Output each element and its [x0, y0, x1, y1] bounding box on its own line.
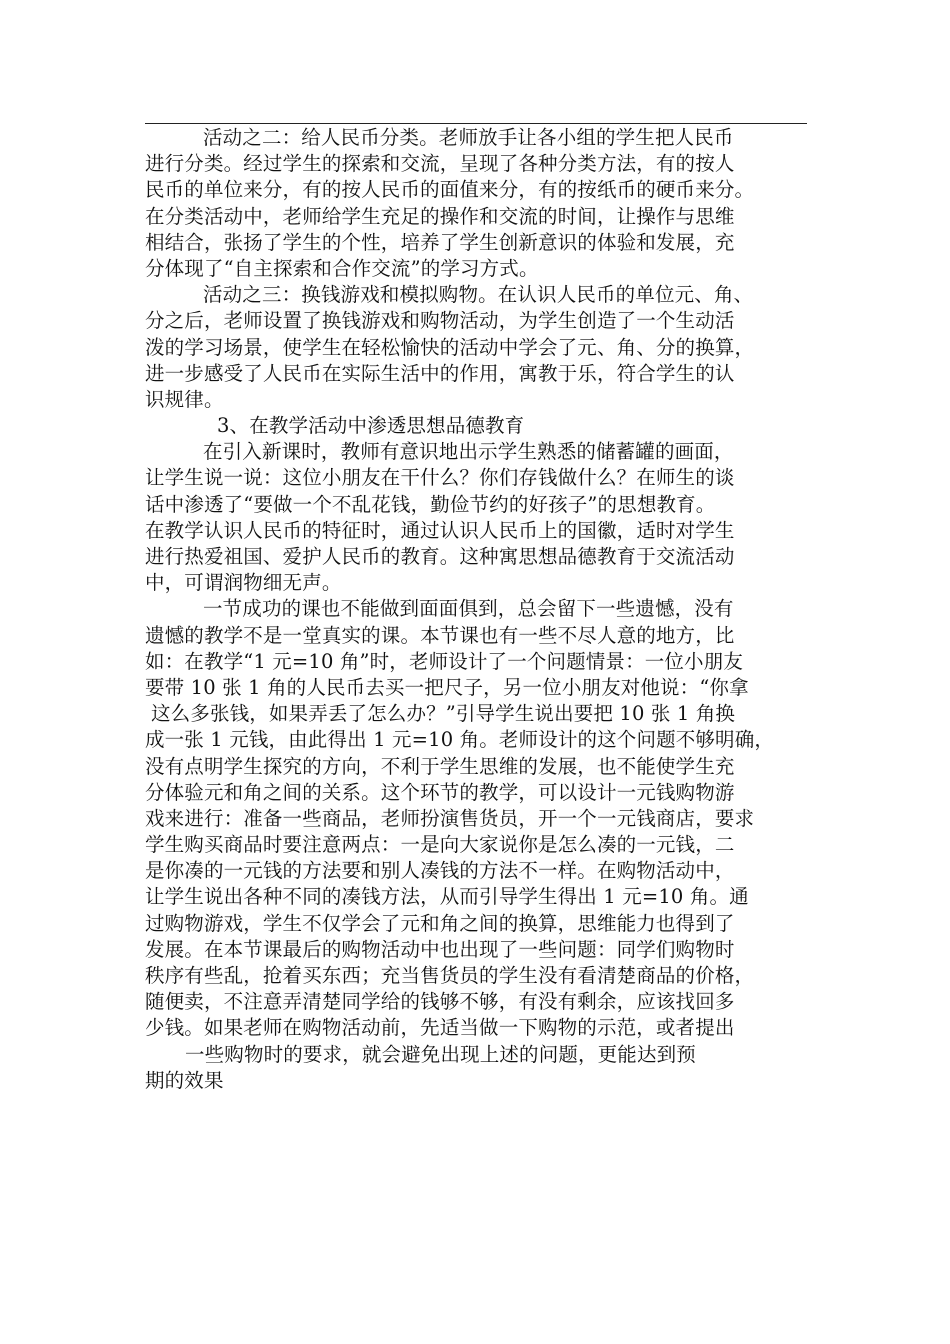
text-line: 如：在教学“1 元=10 角”时，老师设计了一个问题情景：一位小朋友: [145, 649, 743, 673]
text-line: 相结合，张扬了学生的个性，培养了学生创新意识的体验和发展，充: [145, 230, 735, 254]
text-line: 在分类活动中，老师给学生充足的操作和交流的时间，让操作与思维: [145, 204, 735, 228]
body-text: [145, 125, 813, 1094]
text-line: 成一张 1 元钱，由此得出 1 元=10 角。老师设计的这个问题不够明确，: [145, 728, 775, 752]
text-line: 一节成功的课也不能做到面面俱到，总会留下一些遗憾，没有: [203, 597, 734, 621]
text-line: 秩序有些乱，抢着买东西；充当售货员的学生没有看清楚商品的价格，: [145, 964, 755, 987]
text-line: 这么多张钱，如果弄丢了怎么办？”引导学生说出要把 10 张 1 角换: [151, 702, 736, 726]
text-line: 少钱。如果老师在购物活动前，先适当做一下购物的示范，或者提出: [145, 1016, 735, 1040]
text-line: 学生购买商品时要注意两点：一是向大家说你是怎么凑的一元钱，二: [145, 833, 735, 857]
text-line: 在引入新课时，教师有意识地出示学生熟悉的储蓄罐的画面，: [203, 440, 734, 464]
text-line: 在教学认识人民币的特征时，通过认识人民币上的国徽，适时对学生: [145, 518, 735, 542]
text-line: 进行热爱祖国、爱护人民币的教育。这种寓思想品德教育于交流活动: [145, 545, 735, 568]
text-line: 进一步感受了人民币在实际生活中的作用，寓教于乐，符合学生的认: [145, 361, 735, 385]
header-rule: [145, 123, 807, 124]
text-line: 话中渗透了“要做一个不乱花钱，勤俭节约的好孩子”的思想教育。: [145, 492, 716, 516]
text-line: 识规律。: [145, 387, 224, 411]
text-line: 中，可谓润物细无声。: [145, 571, 342, 595]
text-line: 要带 10 张 1 角的人民币去买一把尺子，另一位小朋友对他说：“你拿: [145, 675, 749, 699]
text-line: 分体现了“自主探索和合作交流”的学习方式。: [145, 256, 539, 280]
text-line: 一些购物时的要求，就会避免出现上述的问题，更能达到预: [185, 1042, 696, 1066]
text-line: 期的效果: [145, 1068, 224, 1092]
text-line: 进行分类。经过学生的探索和交流，呈现了各种分类方法，有的按人: [145, 152, 735, 176]
text-line: 遗憾的教学不是一堂真实的课。本节课也有一些不尽人意的地方，比: [145, 623, 735, 647]
text-line: 让学生说出各种不同的凑钱方法，从而引导学生得出 1 元=10 角。通: [145, 885, 749, 909]
text-line: 分之后，老师设置了换钱游戏和购物活动，为学生创造了一个生动活: [145, 309, 735, 333]
text-line: 过购物游戏，学生不仅学会了元和角之间的换算，思维能力也得到了: [145, 911, 735, 935]
text-line: 泼的学习场景，使学生在轻松愉快的活动中学会了元、角、分的换算，: [145, 335, 755, 359]
text-line: 分体验元和角之间的关系。这个环节的教学，可以设计一元钱购物游: [145, 780, 735, 804]
text-line: 民币的单位来分，有的按人民币的面值来分，有的按纸币的硬币来分。: [145, 178, 755, 202]
text-line: 没有点明学生探究的方向，不利于学生思维的发展，也不能使学生充: [145, 754, 735, 778]
text-line: 让学生说一说：这位小朋友在干什么？你们存钱做什么？在师生的谈: [145, 466, 735, 490]
text-line: 发展。在本节课最后的购物活动中也出现了一些问题：同学们购物时: [145, 937, 735, 961]
text-line: 是你凑的一元钱的方法要和别人凑钱的方法不一样。在购物活动中，: [145, 859, 735, 883]
text-line: 戏来进行：准备一些商品，老师扮演售货员，开一个一元钱商店，要求: [145, 806, 755, 830]
text-line: 活动之二：给人民币分类。老师放手让各小组的学生把人民币: [203, 126, 734, 149]
section-heading: 3、在教学活动中渗透思想品德教育: [217, 414, 525, 438]
text-line: 活动之三：换钱游戏和模拟购物。在认识人民币的单位元、角、: [203, 283, 754, 307]
text-line: 随便卖，不注意弄清楚同学给的钱够不够，有没有剩余，应该找回多: [145, 990, 735, 1014]
